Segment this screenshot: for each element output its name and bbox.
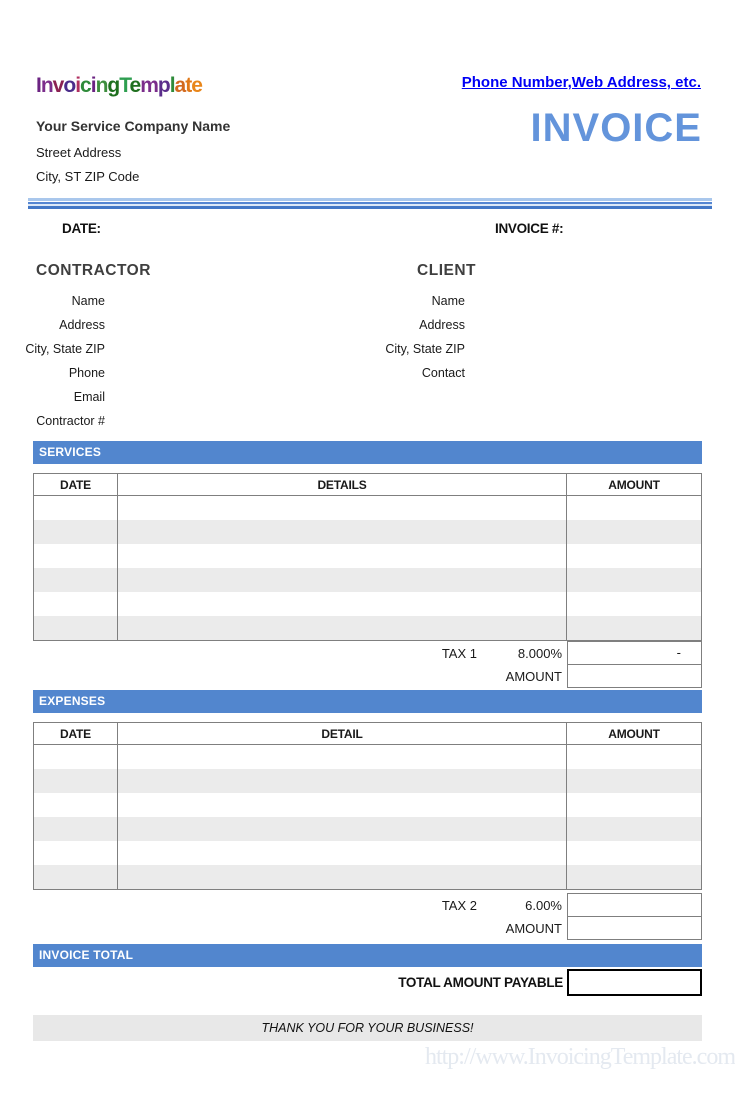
expenses-row[interactable] (34, 769, 701, 793)
table-cell[interactable] (34, 520, 118, 544)
services-amount-label: AMOUNT (505, 668, 562, 684)
table-cell[interactable] (567, 496, 701, 520)
table-cell[interactable] (118, 745, 567, 769)
table-cell[interactable] (118, 616, 567, 640)
table-cell[interactable] (118, 520, 567, 544)
expenses-amount-box[interactable] (567, 916, 702, 940)
services-tax-amount-box[interactable]: - (567, 641, 702, 665)
table-cell[interactable] (567, 616, 701, 640)
table-cell[interactable] (34, 616, 118, 640)
table-cell[interactable] (567, 520, 701, 544)
invoice-title: INVOICE (530, 106, 702, 150)
contractor-phone-label: Phone (68, 366, 105, 380)
contractor-section-title: CONTRACTOR (36, 262, 151, 279)
expenses-row[interactable] (34, 817, 701, 841)
table-cell[interactable] (118, 568, 567, 592)
services-tax-row (33, 641, 702, 665)
services-col-details: DETAILS (118, 474, 567, 495)
table-cell[interactable] (567, 592, 701, 616)
services-row[interactable] (34, 520, 701, 544)
total-row (33, 969, 702, 996)
contractor-citystatezip-label: City, State ZIP (25, 342, 105, 356)
table-cell[interactable] (118, 817, 567, 841)
client-name-label: Name (431, 294, 465, 308)
contractor-email-label: Email (73, 390, 105, 404)
invoicing-template-logo: InvoicingTemplate (36, 74, 202, 97)
table-cell[interactable] (34, 793, 118, 817)
table-cell[interactable] (118, 592, 567, 616)
client-section-title: CLIENT (417, 262, 476, 279)
expenses-amount-row (33, 916, 702, 940)
invoicingtemplate-watermark: http://www.InvoicingTemplate.com (424, 1044, 735, 1070)
contractor-name-label: Name (71, 294, 105, 308)
expenses-tax-row (33, 893, 702, 917)
expenses-table (33, 722, 702, 890)
expenses-row[interactable] (34, 841, 701, 865)
services-amount-box[interactable] (567, 664, 702, 688)
table-cell[interactable] (34, 568, 118, 592)
contact-info-link[interactable]: Phone Number,Web Address, etc. (461, 74, 701, 91)
table-cell[interactable] (567, 568, 701, 592)
table-cell[interactable] (118, 544, 567, 568)
services-row[interactable] (34, 496, 701, 520)
services-row[interactable] (34, 544, 701, 568)
services-section-bar: SERVICES (33, 441, 702, 464)
date-label: DATE: (62, 221, 101, 236)
table-cell[interactable] (34, 592, 118, 616)
services-col-date: DATE (34, 474, 118, 495)
expenses-tax-label: TAX 2 (441, 897, 477, 913)
street-address: Street Address (36, 145, 122, 160)
table-cell[interactable] (34, 817, 118, 841)
contractor-number-label: Contractor # (36, 414, 105, 428)
services-row[interactable] (34, 592, 701, 616)
table-cell[interactable] (118, 865, 567, 889)
services-tax-rate: 8.000% (517, 645, 562, 661)
table-cell[interactable] (567, 793, 701, 817)
table-cell[interactable] (118, 769, 567, 793)
header-divider (28, 198, 712, 209)
total-amount-payable-label: TOTAL AMOUNT PAYABLE (398, 975, 563, 990)
services-header-row (34, 474, 701, 496)
expenses-amount-label: AMOUNT (505, 920, 562, 936)
table-cell[interactable] (34, 496, 118, 520)
table-cell[interactable] (118, 496, 567, 520)
services-amount-row (33, 664, 702, 688)
expenses-section-bar: EXPENSES (33, 690, 702, 713)
table-cell[interactable] (34, 841, 118, 865)
table-cell[interactable] (567, 544, 701, 568)
table-cell[interactable] (118, 841, 567, 865)
contractor-address-label: Address (59, 318, 105, 332)
expenses-row[interactable] (34, 793, 701, 817)
table-cell[interactable] (34, 544, 118, 568)
thank-you-banner: THANK YOU FOR YOUR BUSINESS! (33, 1015, 702, 1041)
services-row[interactable] (34, 568, 701, 592)
services-col-amount: AMOUNT (608, 477, 660, 492)
services-tax-label: TAX 1 (441, 645, 477, 661)
table-cell[interactable] (34, 745, 118, 769)
city-state-zip: City, ST ZIP Code (36, 169, 140, 184)
table-cell[interactable] (567, 865, 701, 889)
services-row[interactable] (34, 616, 701, 640)
table-cell[interactable] (567, 817, 701, 841)
expenses-col-amount: AMOUNT (608, 726, 660, 741)
table-cell[interactable] (567, 745, 701, 769)
table-cell[interactable] (118, 793, 567, 817)
expenses-tax-rate: 6.00% (525, 897, 562, 913)
client-address-label: Address (419, 318, 465, 332)
table-cell[interactable] (567, 769, 701, 793)
expenses-tax-amount-box[interactable] (567, 893, 702, 917)
expenses-row[interactable] (34, 745, 701, 769)
client-citystatezip-label: City, State ZIP (385, 342, 465, 356)
invoice-number-label: INVOICE #: (495, 221, 564, 236)
company-name: Your Service Company Name (36, 118, 231, 134)
services-table (33, 473, 702, 641)
expenses-col-date: DATE (34, 723, 118, 744)
expenses-row[interactable] (34, 865, 701, 889)
total-amount-payable-box[interactable] (567, 969, 702, 996)
expenses-col-detail: DETAIL (118, 723, 567, 744)
table-cell[interactable] (34, 769, 118, 793)
table-cell[interactable] (567, 841, 701, 865)
client-contact-label: Contact (421, 366, 465, 380)
expenses-header-row (34, 723, 701, 745)
table-cell[interactable] (34, 865, 118, 889)
invoice-total-bar: INVOICE TOTAL (33, 944, 702, 967)
